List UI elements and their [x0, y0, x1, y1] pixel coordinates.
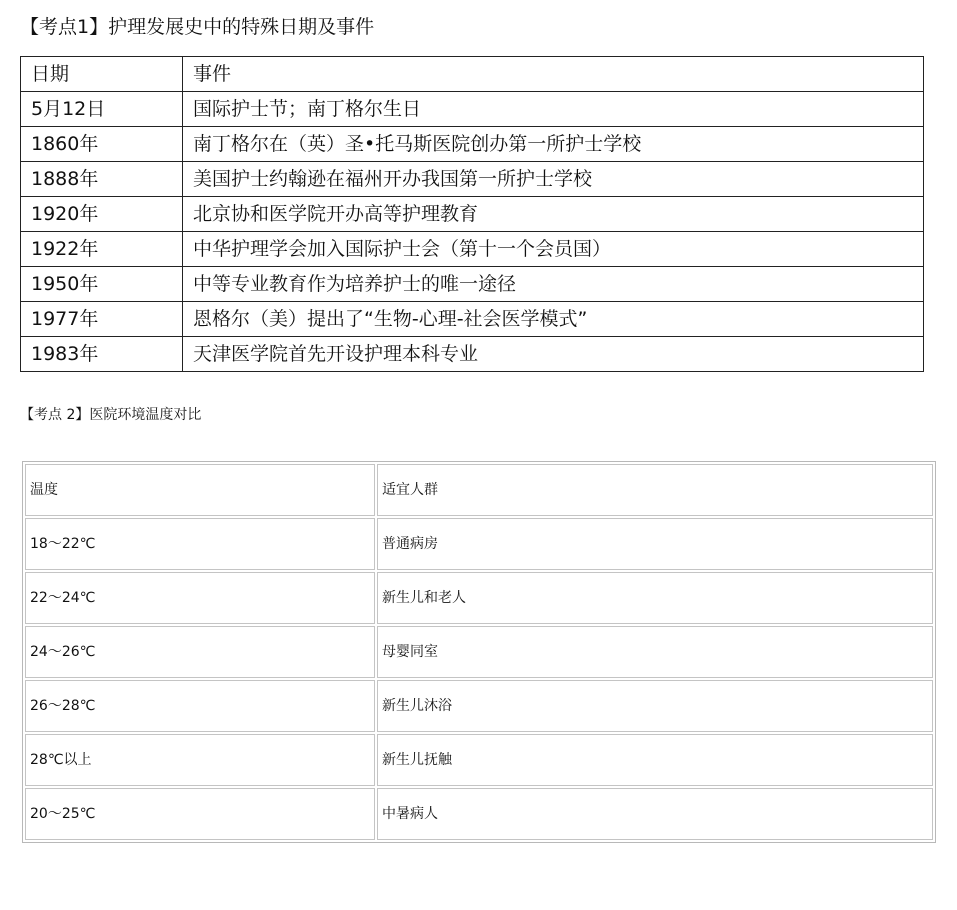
date-cell: 1922年 — [21, 232, 183, 267]
date-cell: 1920年 — [21, 197, 183, 232]
table-row — [25, 626, 933, 678]
table-row — [25, 518, 933, 570]
date-cell: 5月12日 — [21, 92, 183, 127]
nursing-history-table — [20, 56, 924, 372]
table-row — [25, 572, 933, 624]
group-cell: 中暑病人 — [377, 788, 933, 840]
column-header-date: 日期 — [21, 57, 183, 92]
table-row — [21, 92, 924, 127]
temperature-table — [22, 461, 936, 843]
table-row — [21, 232, 924, 267]
date-cell: 1977年 — [21, 302, 183, 337]
event-cell: 北京协和医学院开办高等护理教育 — [183, 197, 924, 232]
column-header-temperature: 温度 — [25, 464, 375, 516]
event-cell: 美国护士约翰逊在福州开办我国第一所护士学校 — [183, 162, 924, 197]
event-cell: 中等专业教育作为培养护士的唯一途径 — [183, 267, 924, 302]
group-cell: 新生儿和老人 — [377, 572, 933, 624]
date-cell: 1860年 — [21, 127, 183, 162]
temperature-cell: 26～28℃ — [25, 680, 375, 732]
column-header-event: 事件 — [183, 57, 924, 92]
table-row — [21, 127, 924, 162]
event-cell: 国际护士节；南丁格尔生日 — [183, 92, 924, 127]
group-cell: 新生儿抚触 — [377, 734, 933, 786]
column-header-group: 适宜人群 — [377, 464, 933, 516]
temperature-cell: 20～25℃ — [25, 788, 375, 840]
group-cell: 母婴同室 — [377, 626, 933, 678]
temperature-cell: 22～24℃ — [25, 572, 375, 624]
section1-title: 【考点1】护理发展史中的特殊日期及事件 — [20, 16, 375, 38]
table-row — [21, 267, 924, 302]
date-cell: 1950年 — [21, 267, 183, 302]
date-cell: 1983年 — [21, 337, 183, 372]
section2-title: 【考点 2】医院环境温度对比 — [20, 407, 202, 423]
table-row — [21, 337, 924, 372]
table-row — [25, 734, 933, 786]
group-cell: 新生儿沐浴 — [377, 680, 933, 732]
temperature-cell: 18～22℃ — [25, 518, 375, 570]
table-row — [21, 162, 924, 197]
table-row — [21, 197, 924, 232]
table-row — [25, 788, 933, 840]
table-header-row — [25, 464, 933, 516]
date-cell: 1888年 — [21, 162, 183, 197]
table-header-row — [21, 57, 924, 92]
group-cell: 普通病房 — [377, 518, 933, 570]
event-cell: 天津医学院首先开设护理本科专业 — [183, 337, 924, 372]
event-cell: 南丁格尔在（英）圣•托马斯医院创办第一所护士学校 — [183, 127, 924, 162]
table-row — [21, 302, 924, 337]
table-row — [25, 680, 933, 732]
temperature-cell: 28℃以上 — [25, 734, 375, 786]
event-cell: 中华护理学会加入国际护士会（第十一个会员国） — [183, 232, 924, 267]
temperature-cell: 24～26℃ — [25, 626, 375, 678]
event-cell: 恩格尔（美）提出了“生物-心理-社会医学模式” — [183, 302, 924, 337]
